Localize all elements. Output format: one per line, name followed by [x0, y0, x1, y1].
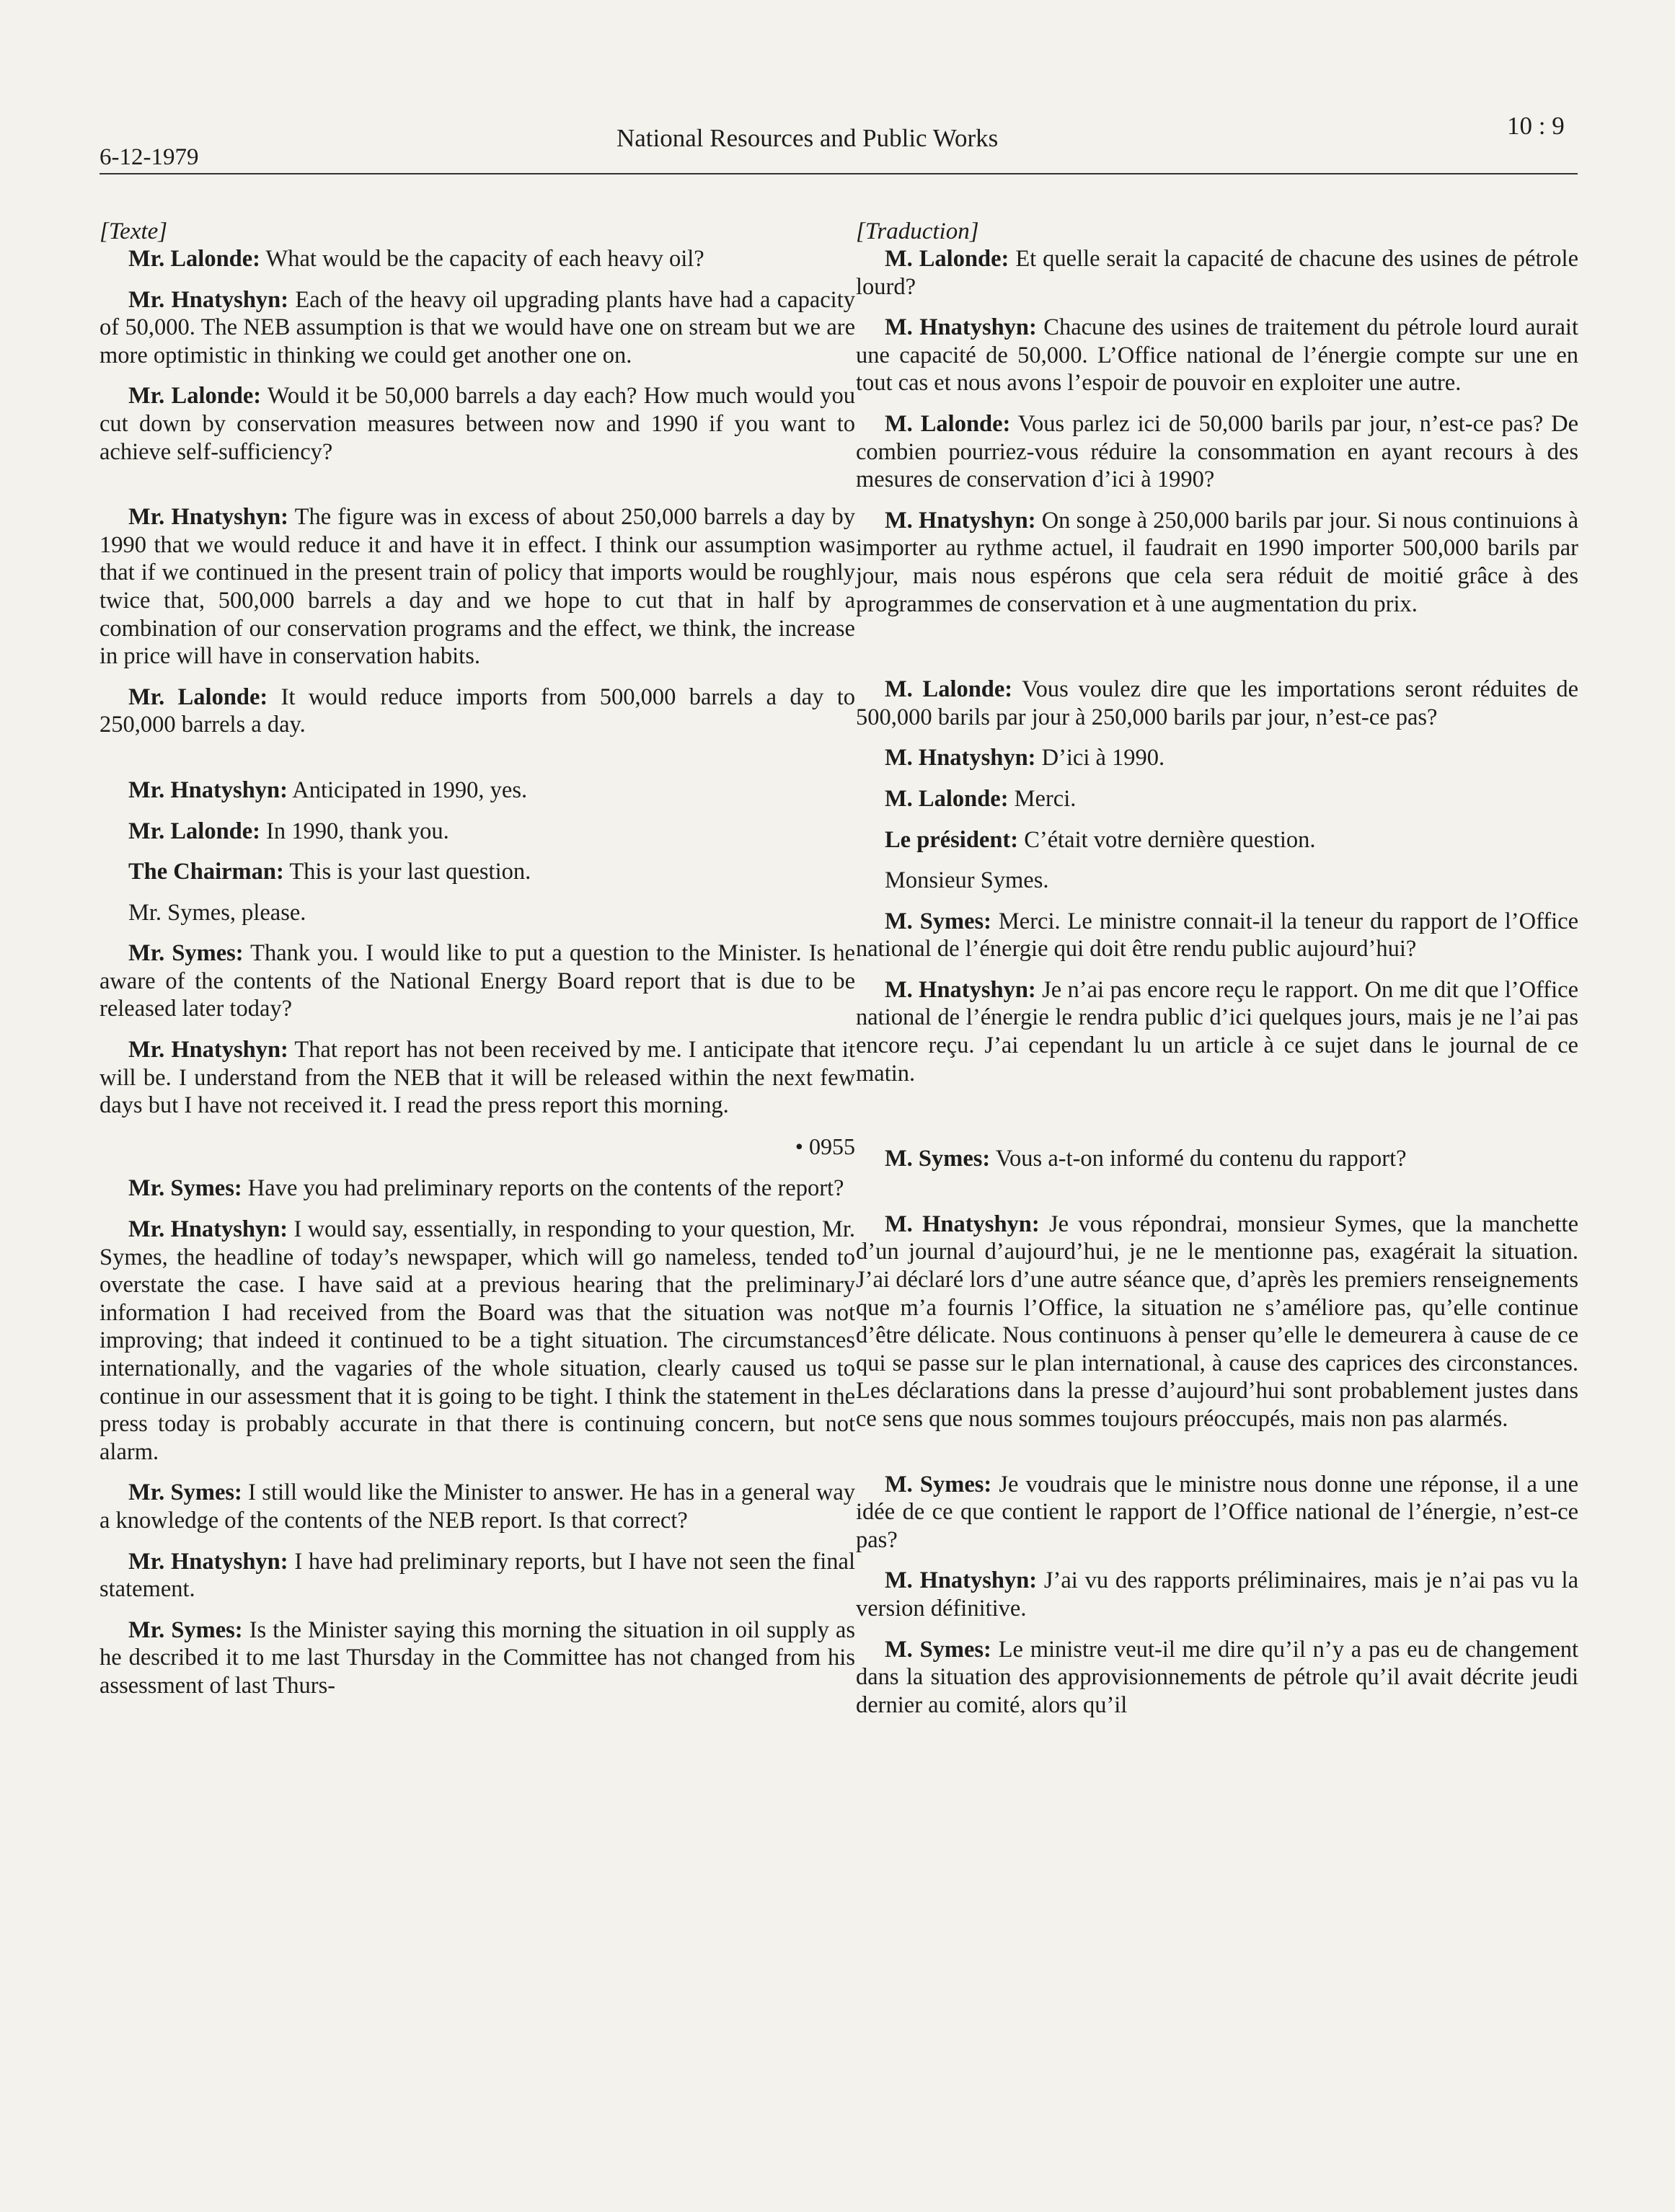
speaker: M. Hnatyshyn:	[885, 1567, 1038, 1594]
paragraph	[856, 908, 1578, 963]
speaker: Mr. Lalonde:	[128, 683, 268, 710]
speaker: Mr. Lalonde:	[128, 246, 260, 272]
utterance: Have you had preliminary reports on the contents of the report?	[247, 1175, 844, 1202]
utterance: Anticipated in 1990, yes.	[292, 777, 528, 803]
header-date: 6-12-1979	[100, 144, 199, 170]
paragraph	[856, 976, 1578, 1087]
paragraph	[100, 1036, 855, 1120]
paragraph	[856, 1211, 1578, 1433]
utterance: Je vous répondrai, monsieur Symes, que la manchette d’un journal d’aujourd’hui, je ne le mentionne pas, exagérait la situation. J’ai déclaré lors d’une autre séance que, d’après les premiers renseignements que m’a fournis l’Office, la situation ne s’améliore pas, qu’elle continue d’être délicate. Nous continuons à penser qu’elle le demeurera à cause de ce qui se passe sur le plan international, à cause des caprices des circonstances. Les déclarations dans la presse d’aujourd’hui sont probablement justes dans ce sens que nous sommes toujours préoccupés, mais non pas alarmés.	[856, 1211, 1579, 1432]
speaker: Mr. Hnatyshyn:	[128, 504, 289, 531]
utterance: D’ici à 1990.	[1041, 745, 1165, 771]
utterance: Je voudrais que le ministre nous donne une réponse, il a une idée de ce que contient le rapport de l’Office national de l’énergie, n’est-ce pas?	[856, 1471, 1579, 1553]
utterance: J’ai vu des rapports préliminaires, mais je n’ai pas vu la version définitive.	[856, 1567, 1578, 1622]
paragraph	[100, 245, 855, 273]
speaker: M. Hnatyshyn:	[885, 976, 1036, 1003]
paragraph	[856, 1567, 1578, 1622]
section-label-traduction: [Traduction]	[856, 218, 979, 244]
speaker: Le président:	[885, 826, 1019, 853]
time-marker: • 0955	[795, 1133, 855, 1159]
speaker: M. Symes:	[885, 1471, 992, 1497]
speaker: M. Hnatyshyn:	[885, 745, 1036, 771]
speaker: Mr. Lalonde:	[128, 383, 262, 410]
utterance: I have had preliminary reports, but I have not seen the final statement.	[100, 1548, 856, 1603]
spacer	[856, 1186, 1578, 1211]
speaker: M. Lalonde:	[885, 785, 1009, 812]
speaker: Mr. Hnatyshyn:	[128, 1548, 288, 1575]
utterance: Each of the heavy oil upgrading plants have had a capacity of 50,000. The NEB assumption is that we would have one on stream but we are more optimistic in thinking we could get another one on.	[100, 286, 855, 368]
paragraph	[856, 245, 1578, 301]
speaker: M. Symes:	[885, 1636, 991, 1663]
paragraph	[100, 286, 855, 370]
speaker: Mr. Lalonde:	[128, 818, 260, 844]
utterance: I still would like the Minister to answer. He has in a general way a knowledge of the contents of the NEB report. Is that correct?	[100, 1479, 855, 1534]
utterance: Mr. Symes, please.	[128, 899, 306, 926]
paragraph	[100, 503, 855, 671]
utterance: What would be the capacity of each heavy oil?	[265, 246, 704, 272]
utterance: That report has not been received by me. I anticipate that it will be. I understand from the NEB that it will be released within the next few days but I have not received it. I read the press report this morning.	[100, 1037, 855, 1119]
paragraph	[100, 683, 855, 739]
speaker: Mr. Symes:	[128, 1616, 243, 1643]
header-rule	[100, 173, 1578, 174]
utterance: In 1990, thank you.	[266, 818, 449, 844]
paragraph	[100, 899, 855, 927]
utterance: Vous voulez dire que les importations seront réduites de 500,000 barils par jour à 250,000 barils par jour, n’est-ce pas?	[856, 676, 1579, 730]
speaker: M. Hnatyshyn:	[885, 1211, 1040, 1237]
speaker: Mr. Symes:	[128, 940, 244, 967]
paragraph	[100, 1174, 855, 1203]
paragraph	[856, 785, 1578, 813]
utterance: The figure was in excess of about 250,000 barrels a day by 1990 that we would reduce it and have it in effect. I think our assumption was that if we continued in the present train of policy that imports would be roughly twice that, 500,000 barrels a day and we hope to cut that in half by a combination of our conservation programs and the effect, we think, the increase in price will have in conservation habits.	[100, 504, 855, 670]
paragraph	[856, 744, 1578, 772]
speaker: Mr. Symes:	[128, 1479, 242, 1506]
utterance: It would reduce imports from 500,000 barrels a day to 250,000 barrels a day.	[100, 683, 855, 738]
paragraph	[100, 1479, 855, 1534]
utterance: Merci.	[1014, 785, 1077, 812]
speaker: M. Symes:	[885, 908, 991, 934]
speaker: M. Hnatyshyn:	[885, 507, 1036, 534]
utterance: C’était votre dernière question.	[1024, 826, 1316, 853]
utterance: Je n’ai pas encore reçu le rapport. On me dit que l’Office national de l’énergie le rendra public d’ici quelques jours, mais je ne l’ai pas encore reçu. J’ai cependant lu un article à ce sujet dans le journal de ce matin.	[856, 976, 1579, 1087]
utterance: Vous a-t-on informé du contenu du rapport?	[995, 1146, 1407, 1172]
utterance: Le ministre veut-il me dire qu’il n’y a pas eu de changement dans la situation des approvisionnements de pétrole qu’il avait décrite jeudi dernier au comité, alors qu’il	[856, 1636, 1579, 1718]
utterance: This is your last question.	[289, 859, 531, 885]
header-title: National Resources and Public Works	[616, 124, 999, 152]
speaker: M. Lalonde:	[885, 410, 1011, 437]
paragraph	[856, 826, 1578, 854]
paragraph	[100, 382, 855, 466]
utterance: Is the Minister saying this morning the situation in oil supply as he described it to me last Thursday in the Committee has not changed from his assessment of last Thurs-	[100, 1616, 855, 1699]
paragraph	[856, 1471, 1578, 1554]
page-number: 10 : 9	[1507, 112, 1565, 140]
spacer	[856, 631, 1578, 676]
utterance: I would say, essentially, in responding to your question, Mr. Symes, the headline of today’s newspaper, which will go nameless, tended to overstate the case. I have said at a previous hearing that the preliminary information I had received from the Board was that the situation was not improving; that indeed it continued to be a tight situation. The circumstances internationally, and the vagaries of the whole situation, clearly caused us to continue in our assessment that it is going to be tight. I think the statement in the press today is probably accurate in that there is continuing concern, but not alarm.	[100, 1216, 856, 1465]
speaker: M. Hnatyshyn:	[885, 314, 1037, 341]
utterance: Thank you. I would like to put a question to the Minister. Is he aware of the contents of the National Energy Board report that is due to be released later today?	[100, 940, 856, 1022]
speaker: M. Symes:	[885, 1146, 991, 1172]
utterance: Merci. Le ministre connait-il la teneur du rapport de l’Office national de l’énergie qui doit être rendu public aujourd’hui?	[856, 908, 1579, 963]
spacer	[856, 1100, 1578, 1145]
speaker: Mr. Symes:	[128, 1175, 242, 1202]
spacer	[100, 479, 855, 503]
french-column	[856, 218, 1578, 1732]
section-label-texte: [Texte]	[100, 218, 168, 244]
utterance: On songe à 250,000 barils par jour. Si nous continuions à importer au rythme actuel, il faudrait en 1990 importer 500,000 barils par jour, mais nous espérons que cela sera réduit de moitié grâce à des programmes de conservation et à une augmentation du prix.	[856, 507, 1578, 617]
speaker: M. Lalonde:	[885, 676, 1013, 703]
spacer	[100, 752, 855, 777]
paragraph	[100, 858, 855, 886]
speaker: Mr. Hnatyshyn:	[128, 286, 289, 313]
speaker: M. Lalonde:	[885, 246, 1009, 272]
paragraph	[856, 1636, 1578, 1720]
spacer	[856, 1446, 1578, 1471]
paragraph	[856, 1145, 1578, 1173]
utterance: Et quelle serait la capacité de chacune des usines de pétrole lourd?	[856, 246, 1578, 300]
paragraph	[856, 507, 1578, 618]
english-column	[100, 218, 855, 1713]
speaker: The Chairman:	[128, 859, 284, 885]
paragraph	[100, 818, 855, 846]
paragraph	[856, 410, 1578, 494]
paragraph	[856, 867, 1578, 895]
utterance: Monsieur Symes.	[885, 867, 1049, 894]
paragraph	[856, 676, 1578, 731]
paragraph	[100, 1616, 855, 1700]
paragraph	[856, 314, 1578, 397]
utterance: Chacune des usines de traitement du pétrole lourd aurait une capacité de 50,000. L’Office national de l’énergie compte sur une en tout cas et nous avons l’espoir de pouvoir en exploiter une autre.	[856, 314, 1578, 397]
paragraph	[100, 939, 855, 1023]
paragraph	[100, 777, 855, 805]
speaker: Mr. Hnatyshyn:	[128, 1037, 288, 1063]
speaker: Mr. Hnatyshyn:	[128, 1216, 288, 1243]
paragraph	[100, 1216, 855, 1466]
speaker: Mr. Hnatyshyn:	[128, 777, 288, 803]
paragraph	[100, 1548, 855, 1603]
utterance: Vous parlez ici de 50,000 barils par jour, n’est-ce pas? De combien pourriez-vous réduire la consommation en ayant recours à des mesures de conservation d’ici à 1990?	[856, 410, 1578, 493]
utterance: Would it be 50,000 barrels a day each? How much would you cut down by conservation measures between now and 1990 if you want to achieve self-sufficiency?	[100, 383, 855, 465]
